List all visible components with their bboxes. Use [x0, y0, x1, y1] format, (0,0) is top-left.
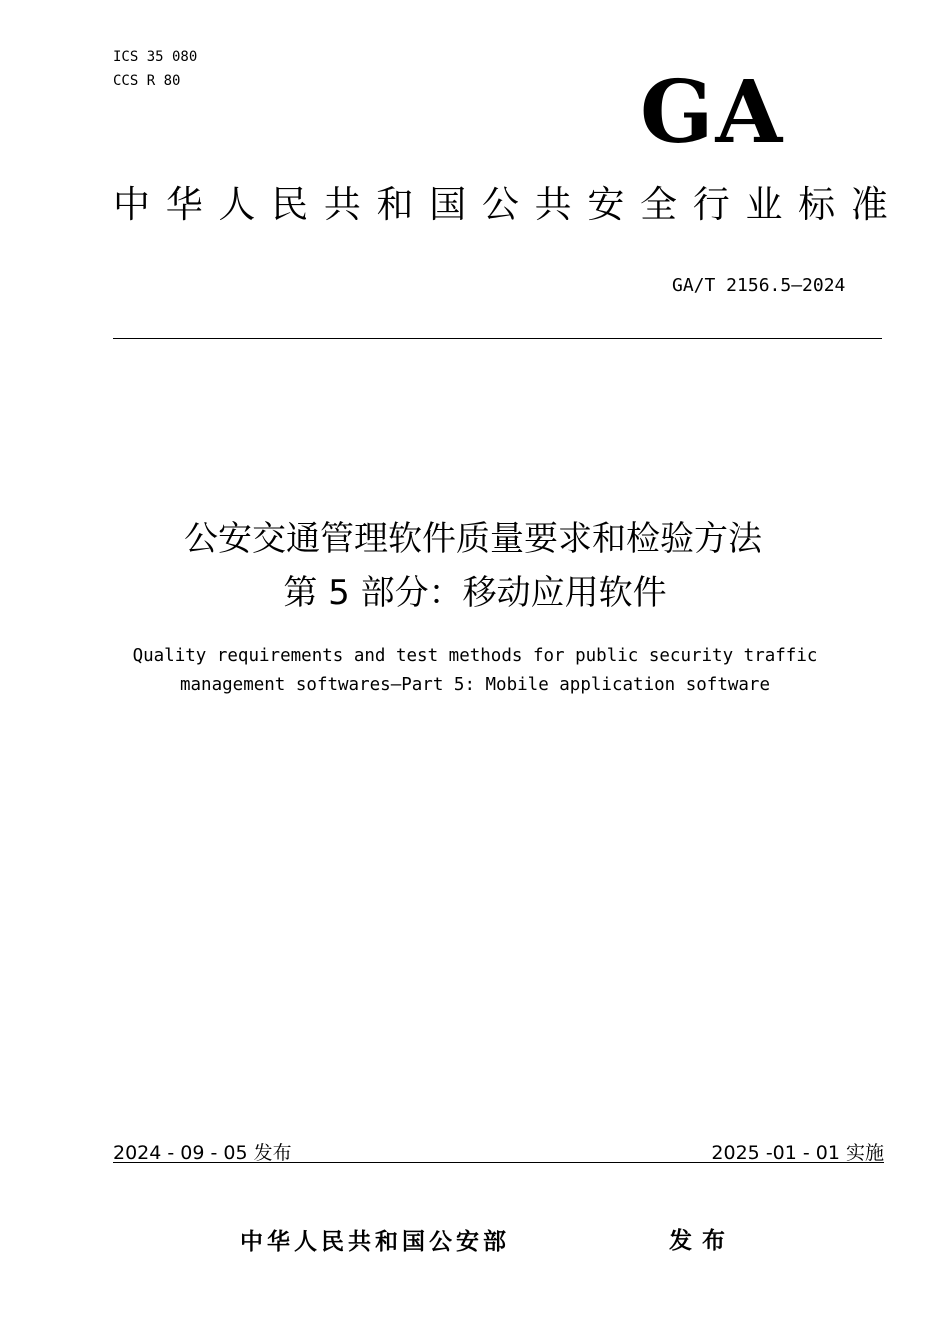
document-title-cn-line-2: 第 5 部分：移动应用软件	[283, 573, 667, 613]
document-title-en-line-1: Quality requirements and test methods for public security traffic	[132, 646, 818, 666]
standard-category-char: 共	[534, 183, 572, 226]
standard-category-char: 中	[113, 183, 150, 226]
standard-category-char: 华	[165, 183, 203, 226]
standard-category-char: 和	[376, 183, 414, 226]
standard-category-char: 人	[218, 183, 256, 226]
standard-category-char: 安	[587, 183, 625, 226]
document-title-en-line-2: management softwares—Part 5: Mobile application software	[179, 675, 770, 695]
standard-category-char: 行	[692, 183, 730, 226]
standard-category-char: 全	[640, 183, 678, 226]
standard-category-char: 标	[798, 183, 836, 226]
implementation-date: 2025 -01 - 01 实施	[711, 1142, 884, 1164]
standard-category-char: 公	[481, 183, 519, 226]
standard-category-char: 准	[850, 183, 888, 226]
document-title-cn-line-1: 公安交通管理软件质量要求和检验方法	[184, 519, 762, 559]
ccs-code: CCS R 80	[113, 73, 181, 89]
top-divider	[113, 338, 882, 339]
standard-category-char: 民	[271, 183, 309, 226]
standard-category-char: 共	[323, 183, 361, 226]
ics-code: ICS 35 080	[113, 49, 198, 65]
issue-action: 发布	[669, 1227, 735, 1254]
standard-category-char: 国	[429, 183, 467, 226]
standard-number: GA/T 2156.5—2024	[672, 275, 846, 296]
bottom-divider	[113, 1162, 884, 1163]
issuing-authority: 中华人民共和国公安部	[240, 1228, 510, 1255]
standard-category-char: 业	[745, 183, 783, 226]
ga-logo: GA	[640, 62, 785, 163]
issue-date: 2024 - 09 - 05 发布	[113, 1142, 292, 1164]
standard-category-title	[113, 183, 888, 227]
